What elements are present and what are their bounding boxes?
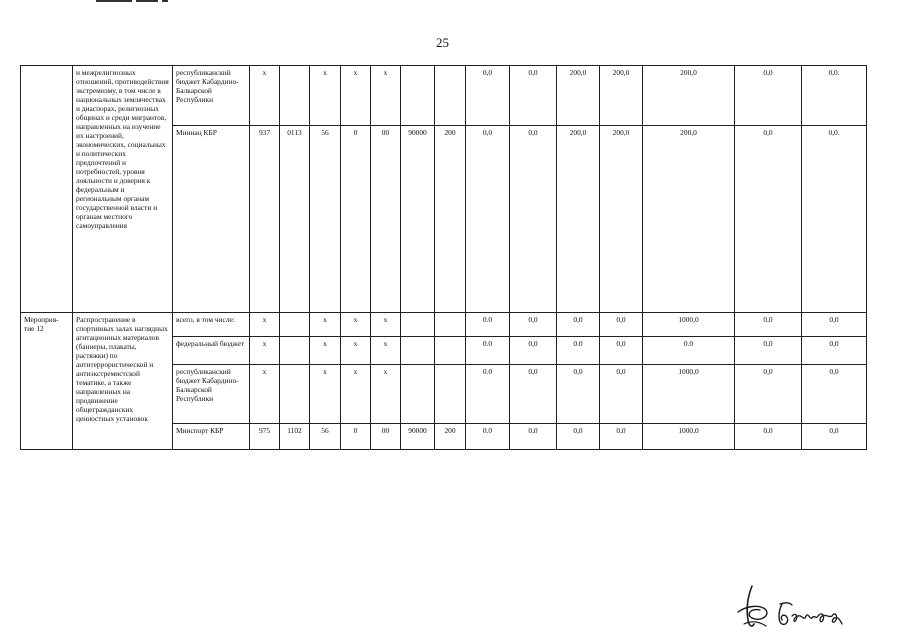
rz-cell: 0113 bbox=[280, 126, 310, 313]
table-row bbox=[21, 313, 867, 337]
cs4-cell: 90000 bbox=[401, 424, 435, 450]
year-value-7: 0,0 bbox=[802, 337, 867, 365]
cs4-cell bbox=[401, 313, 435, 337]
year-value-7: 0,0. bbox=[802, 126, 867, 313]
cs2-cell: х bbox=[341, 313, 371, 337]
cs1-cell: 56 bbox=[310, 126, 341, 313]
year-value-4: 0,0 bbox=[600, 313, 643, 337]
page-number: 25 bbox=[436, 35, 449, 50]
year-value-2: 0,0 bbox=[510, 66, 557, 126]
year-value-1: 0,0 bbox=[466, 126, 510, 313]
year-value-2: 0,0 bbox=[510, 126, 557, 313]
funding-source: всего, в том числе: bbox=[173, 313, 250, 337]
year-value-6: 0,0 bbox=[735, 313, 802, 337]
year-value-3: 0,0 bbox=[557, 365, 600, 424]
grbs-cell: х bbox=[250, 337, 280, 365]
cs3-cell: х bbox=[371, 66, 401, 126]
measure-label-cell: Мероприя-тие 12 bbox=[21, 313, 73, 450]
year-value-1: 0.0 bbox=[466, 313, 510, 337]
grbs-cell: 975 bbox=[250, 424, 280, 450]
vr-cell bbox=[435, 66, 466, 126]
funding-source: республиканский бюджет Кабардино-Балкарской Республики bbox=[173, 66, 250, 126]
year-value-1: 0,0 bbox=[466, 66, 510, 126]
year-value-4: 200,0 bbox=[600, 66, 643, 126]
budget-table bbox=[20, 65, 867, 450]
grbs-cell: 937 bbox=[250, 126, 280, 313]
cs3-cell: х bbox=[371, 337, 401, 365]
year-value-3: 0.0 bbox=[557, 337, 600, 365]
year-value-4: 200,0 bbox=[600, 126, 643, 313]
year-value-6: 0,0 bbox=[735, 66, 802, 126]
rz-cell bbox=[280, 365, 310, 424]
rz-cell bbox=[280, 66, 310, 126]
vr-cell bbox=[435, 365, 466, 424]
measure-text-cell: и межрелигиозных отношений, противодействия экстремизму, в том числе в национальных землячествах и диаспорах, религиозных общинах и среди мигрантов, направленных на изучение их настроений, экономических, социальных и политических предпочтений и потребностей, уровня лояльности и доверия к федеральным и региональным органам государственной власти и органам местного самоуправления bbox=[73, 66, 173, 313]
year-value-7: 0,0. bbox=[802, 66, 867, 126]
grbs-cell: х bbox=[250, 365, 280, 424]
measure-label-cell bbox=[21, 66, 73, 313]
year-value-2: 0,0 bbox=[510, 337, 557, 365]
cs1-cell: х bbox=[310, 313, 341, 337]
vr-cell: 200 bbox=[435, 424, 466, 450]
cs2-cell: х bbox=[341, 337, 371, 365]
year-value-5: 200,0 bbox=[643, 66, 735, 126]
grbs-cell: х bbox=[250, 66, 280, 126]
year-value-3: 0,0 bbox=[557, 424, 600, 450]
cs2-cell: 0 bbox=[341, 424, 371, 450]
cs1-cell: х bbox=[310, 66, 341, 126]
cs4-cell bbox=[401, 365, 435, 424]
year-value-5: 1000,0 bbox=[643, 424, 735, 450]
year-value-4: 0,0 bbox=[600, 424, 643, 450]
top-edge-marks bbox=[96, 0, 176, 4]
cs4-cell bbox=[401, 66, 435, 126]
year-value-5: 0.0 bbox=[643, 337, 735, 365]
cs1-cell: 56 bbox=[310, 424, 341, 450]
vr-cell bbox=[435, 313, 466, 337]
year-value-2: 0,0 bbox=[510, 424, 557, 450]
cs3-cell: х bbox=[371, 365, 401, 424]
rz-cell bbox=[280, 313, 310, 337]
year-value-7: 0,0 bbox=[802, 424, 867, 450]
cs1-cell: х bbox=[310, 365, 341, 424]
funding-source: федеральный бюджет bbox=[173, 337, 250, 365]
year-value-7: 0,0 bbox=[802, 313, 867, 337]
year-value-2: 0,0 bbox=[510, 313, 557, 337]
cs4-cell: 90000 bbox=[401, 126, 435, 313]
cs2-cell: 0 bbox=[341, 126, 371, 313]
year-value-6: 0,0 bbox=[735, 424, 802, 450]
year-value-1: 0.0 bbox=[466, 365, 510, 424]
year-value-1: 0.0 bbox=[466, 337, 510, 365]
year-value-5: 1000,0 bbox=[643, 313, 735, 337]
vr-cell: 200 bbox=[435, 126, 466, 313]
handwritten-signature bbox=[730, 582, 860, 634]
year-value-6: 0,0 bbox=[735, 337, 802, 365]
year-value-2: 0,0 bbox=[510, 365, 557, 424]
rz-cell bbox=[280, 337, 310, 365]
funding-source: Миннац КБР bbox=[173, 126, 250, 313]
measure-text-cell: Распространение в спортивных залах наглядных агитационных материалов (баннеры, плакаты, растяжки) по антитеррористической и антиэкстремистской тематике, а также направленных на продвижение общегражданских ценностных установок bbox=[73, 313, 173, 450]
year-value-5: 1000,0 bbox=[643, 365, 735, 424]
cs3-cell: х bbox=[371, 313, 401, 337]
grbs-cell: х bbox=[250, 313, 280, 337]
year-value-3: 200,0 bbox=[557, 66, 600, 126]
year-value-6: 0,0 bbox=[735, 365, 802, 424]
cs4-cell bbox=[401, 337, 435, 365]
table-row bbox=[21, 66, 867, 126]
year-value-6: 0,0 bbox=[735, 126, 802, 313]
year-value-4: 0,0 bbox=[600, 365, 643, 424]
rz-cell: 1102 bbox=[280, 424, 310, 450]
year-value-3: 0,0 bbox=[557, 313, 600, 337]
cs3-cell: 00 bbox=[371, 424, 401, 450]
year-value-4: 0,0 bbox=[600, 337, 643, 365]
vr-cell bbox=[435, 337, 466, 365]
cs2-cell: х bbox=[341, 66, 371, 126]
funding-source: Минспорт КБР bbox=[173, 424, 250, 450]
cs1-cell: х bbox=[310, 337, 341, 365]
year-value-7: 0,0 bbox=[802, 365, 867, 424]
year-value-5: 200,0 bbox=[643, 126, 735, 313]
year-value-1: 0.0 bbox=[466, 424, 510, 450]
cs3-cell: 00 bbox=[371, 126, 401, 313]
cs2-cell: х bbox=[341, 365, 371, 424]
funding-source: республиканский бюджет Кабардино-Балкарской Республики bbox=[173, 365, 250, 424]
year-value-3: 200,0 bbox=[557, 126, 600, 313]
